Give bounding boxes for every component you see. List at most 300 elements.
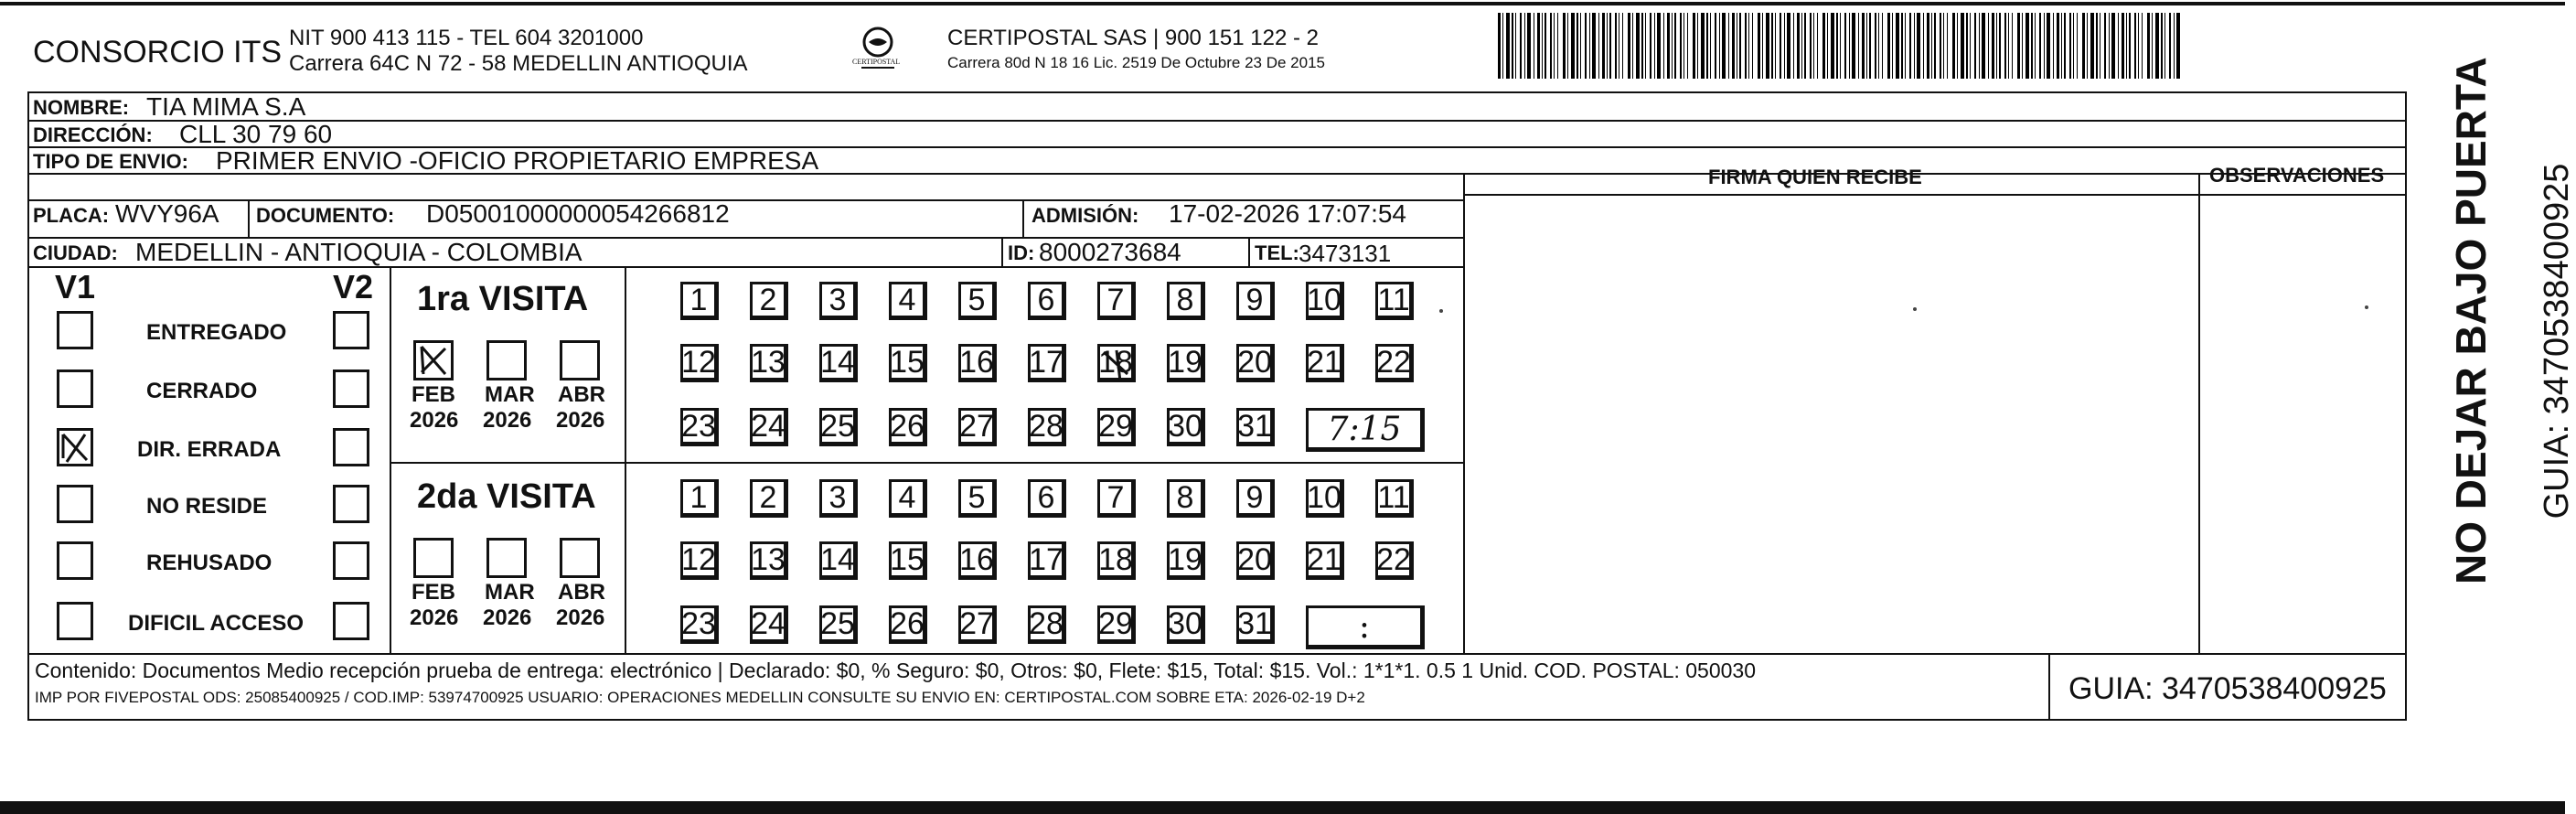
day-box[interactable]: [1097, 344, 1136, 382]
barcode-bar: [2169, 13, 2171, 79]
year-label: 2026: [483, 408, 532, 433]
barcode-bar: [2077, 13, 2078, 79]
v2-checkbox[interactable]: [333, 370, 369, 408]
barcode-bar: [1858, 13, 1859, 79]
barcode-bar: [1869, 13, 1871, 79]
day-number: 5: [967, 479, 986, 515]
direccion-value: CLL 30 79 60: [179, 120, 333, 148]
barcode-bar: [2057, 13, 2059, 79]
day-box[interactable]: [750, 541, 788, 580]
day-box[interactable]: [1306, 344, 1344, 382]
barcode-bar: [1607, 13, 1608, 79]
col-divider: [625, 266, 626, 653]
day-box[interactable]: [1236, 408, 1275, 446]
day-number: 20: [1237, 541, 1272, 577]
day-number: 3: [828, 479, 847, 515]
barcode-bar: [1901, 13, 1903, 79]
day-box[interactable]: [958, 282, 997, 320]
barcode-bar: [1628, 13, 1630, 79]
status-label: NO RESIDE: [146, 494, 268, 519]
form-frame: [27, 91, 2407, 721]
day-box[interactable]: [819, 605, 858, 644]
barcode-bar: [1914, 13, 1915, 79]
day-number: 29: [1098, 605, 1133, 641]
day-number: 12: [681, 541, 716, 577]
barcode-bar: [1752, 13, 1753, 79]
barcode-bar: [1961, 13, 1964, 79]
barcode-bar: [2008, 13, 2009, 79]
side-text: [2423, 57, 2576, 622]
barcode-bar: [1896, 13, 1899, 79]
barcode-bar: [1672, 13, 1673, 79]
barcode-bar: [2061, 13, 2062, 79]
day-box[interactable]: [958, 541, 997, 580]
barcode-bar: [1771, 13, 1773, 79]
day-number: 17: [1029, 344, 1064, 380]
barcode-bar: [1797, 13, 1800, 79]
col-divider: [2198, 173, 2200, 653]
day-box[interactable]: [680, 408, 719, 446]
day-number: 22: [1376, 344, 1411, 380]
status-label: CERRADO: [146, 379, 258, 403]
barcode-bar: [1515, 13, 1516, 79]
day-box[interactable]: [1167, 479, 1205, 518]
day-number: 21: [1307, 541, 1341, 577]
barcode-bar: [1831, 13, 1834, 79]
tel-label: TEL:: [1255, 241, 1299, 264]
day-number: 23: [681, 605, 716, 641]
year-label: 2026: [483, 605, 532, 630]
barcode-bar: [2155, 13, 2159, 79]
time-value: 7:15: [1327, 410, 1402, 448]
v2-checkbox[interactable]: [333, 311, 369, 349]
day-box[interactable]: [1375, 479, 1414, 518]
day-number: 27: [959, 408, 994, 444]
barcode-bar: [1822, 13, 1825, 79]
col-divider: [2048, 653, 2050, 721]
day-box[interactable]: [750, 479, 788, 518]
day-number: 9: [1245, 479, 1264, 515]
year-label: 2026: [556, 605, 605, 630]
barcode-bar: [2035, 13, 2036, 79]
firma-header: FIRMA QUIEN RECIBE: [1708, 166, 1922, 188]
barcode-bar: [1927, 13, 1929, 79]
barcode-bar: [1905, 13, 1906, 79]
barcode-bar: [2026, 13, 2029, 79]
day-number: 15: [890, 541, 925, 577]
barcode-bar: [1615, 13, 1617, 79]
day-number: 10: [1307, 479, 1341, 515]
barcode-bar: [1654, 13, 1655, 79]
barcode-bar: [1862, 13, 1865, 79]
day-box[interactable]: [958, 605, 997, 644]
barcode-bar: [1878, 13, 1879, 79]
barcode-bar: [2096, 13, 2098, 79]
barcode-bar: [1801, 13, 1802, 79]
tipo-envio-label: TIPO DE ENVIO:: [33, 150, 188, 173]
day-number: 13: [751, 344, 786, 380]
barcode-bar: [2073, 13, 2074, 79]
barcode-bar: [1892, 13, 1893, 79]
month-label: FEB: [412, 382, 455, 407]
day-box[interactable]: [750, 344, 788, 382]
barcode-bar: [1589, 13, 1590, 79]
day-box[interactable]: [889, 541, 927, 580]
barcode-bar: [1674, 13, 1676, 79]
barcode-bar: [1554, 13, 1555, 79]
day-number: 7: [1106, 282, 1125, 317]
day-box[interactable]: [1306, 541, 1344, 580]
day-box[interactable]: [750, 408, 788, 446]
day-box[interactable]: [958, 408, 997, 446]
barcode-bar: [1609, 13, 1611, 79]
barcode-bar: [2147, 13, 2150, 79]
time-box[interactable]: [1306, 605, 1425, 649]
barcode-bar: [1758, 13, 1760, 79]
day-box[interactable]: [1375, 541, 1414, 580]
day-box[interactable]: [1097, 605, 1136, 644]
day-box[interactable]: [889, 479, 927, 518]
barcode: [1498, 13, 2178, 79]
barcode-bar: [2044, 13, 2045, 79]
ciudad-value: MEDELLIN - ANTIOQUIA - COLOMBIA: [135, 238, 583, 266]
v2-checkbox[interactable]: [333, 428, 369, 466]
day-number: 18: [1098, 541, 1133, 577]
day-box[interactable]: [1236, 541, 1275, 580]
barcode-bar: [1667, 13, 1670, 79]
day-number: 1: [689, 282, 708, 317]
day-box[interactable]: [958, 479, 997, 518]
barcode-bar: [1728, 13, 1729, 79]
row-divider: [27, 266, 1463, 268]
id-label: ID:: [1008, 241, 1035, 264]
barcode-bar: [1887, 13, 1890, 79]
barcode-bar: [1810, 13, 1812, 79]
day-number: 1: [689, 479, 708, 515]
day-number: 19: [1168, 344, 1202, 380]
barcode-bar: [1687, 13, 1688, 79]
barcode-bar: [1719, 13, 1720, 79]
day-number: 26: [890, 408, 925, 444]
day-number: 6: [1037, 479, 1055, 515]
barcode-bar: [1909, 13, 1911, 79]
day-box[interactable]: [889, 605, 927, 644]
day-box[interactable]: [819, 344, 858, 382]
day-box[interactable]: [1306, 479, 1344, 518]
barcode-bar: [1502, 13, 1503, 79]
barcode-bar: [2176, 13, 2180, 79]
time-box[interactable]: [1306, 408, 1425, 452]
barcode-bar: [1780, 13, 1781, 79]
barcode-bar: [1732, 13, 1735, 79]
barcode-bar: [1787, 13, 1790, 79]
day-box[interactable]: [680, 605, 719, 644]
year-label: 2026: [410, 408, 459, 433]
day-box[interactable]: [1028, 282, 1066, 320]
day-box[interactable]: [889, 282, 927, 320]
no-dejar-bajo-puerta: NO DEJAR BAJO PUERTA: [2447, 57, 2495, 584]
month-label: FEB: [412, 580, 455, 605]
barcode-bar: [1866, 13, 1867, 79]
day-number: 7: [1106, 479, 1125, 515]
row-divider: [27, 120, 2407, 122]
barcode-bar: [1701, 13, 1705, 79]
barcode-bar: [1585, 13, 1587, 79]
v2-label: V2: [333, 268, 374, 305]
status-label: DIFICIL ACCESO: [128, 611, 305, 636]
day-box[interactable]: [1306, 282, 1344, 320]
barcode-bar: [1697, 13, 1698, 79]
day-number: 24: [751, 605, 786, 641]
direccion-label: DIRECCIÓN:: [33, 123, 153, 146]
barcode-bar: [1940, 13, 1941, 79]
day-box[interactable]: [680, 479, 719, 518]
day-number: 31: [1237, 605, 1272, 641]
barcode-bar: [2022, 13, 2023, 79]
barcode-bar: [1934, 13, 1936, 79]
day-number: 26: [890, 605, 925, 641]
day-number: 5: [967, 282, 986, 317]
day-box[interactable]: [1028, 408, 1066, 446]
month-label: MAR: [485, 580, 535, 605]
day-number: 29: [1098, 408, 1133, 444]
barcode-bar: [1957, 13, 1958, 79]
day-box[interactable]: [1167, 344, 1205, 382]
barcode-bar: [1766, 13, 1769, 79]
v2-checkbox[interactable]: [333, 541, 369, 580]
barcode-bar: [1641, 13, 1643, 79]
barcode-bar: [2164, 13, 2165, 79]
day-box[interactable]: [889, 344, 927, 382]
month-checkbox[interactable]: [560, 538, 600, 578]
col-divider: [1001, 237, 1003, 266]
day-number: 4: [898, 282, 916, 317]
v2-checkbox[interactable]: [333, 485, 369, 523]
company-nit: NIT 900 413 115 - TEL 604 3201000: [289, 26, 644, 50]
v1-checkbox[interactable]: [57, 370, 93, 408]
barcode-bar: [2082, 13, 2085, 79]
day-number: 25: [820, 605, 855, 641]
day-box[interactable]: [819, 282, 858, 320]
barcode-bar: [1550, 13, 1552, 79]
company-name: CONSORCIO ITS: [33, 35, 283, 70]
barcode-bar: [1710, 13, 1711, 79]
day-box[interactable]: [819, 408, 858, 446]
v1-checkbox[interactable]: [57, 428, 93, 466]
day-number: 17: [1029, 541, 1064, 577]
day-box[interactable]: [1236, 344, 1275, 382]
day-box[interactable]: [680, 541, 719, 580]
month-checkbox[interactable]: [486, 340, 527, 380]
day-box[interactable]: [1028, 479, 1066, 518]
day-number: 8: [1176, 282, 1194, 317]
handwritten-x-mark: [59, 431, 91, 464]
col-divider: [1022, 199, 1024, 237]
barcode-bar: [2126, 13, 2127, 79]
barcode-bar: [1917, 13, 1920, 79]
barcode-bar: [2129, 13, 2131, 79]
barcode-bar: [1622, 13, 1623, 79]
day-number: 11: [1377, 282, 1410, 317]
barcode-bar: [2138, 13, 2139, 79]
day-box[interactable]: [680, 344, 719, 382]
barcode-bar: [1931, 13, 1932, 79]
v1-checkbox[interactable]: [57, 541, 93, 580]
barcode-bar: [2053, 13, 2054, 79]
barcode-bar: [1844, 13, 1846, 79]
v1-checkbox[interactable]: [57, 311, 93, 349]
day-box[interactable]: [1097, 408, 1136, 446]
barcode-bar: [2039, 13, 2041, 79]
day-number: 2: [759, 282, 777, 317]
barcode-bar: [1650, 13, 1651, 79]
barcode-bar: [1827, 13, 1828, 79]
v1-checkbox[interactable]: [57, 485, 93, 523]
barcode-bar: [2109, 13, 2110, 79]
barcode-bar: [1947, 13, 1948, 79]
day-box[interactable]: [1097, 479, 1136, 518]
barcode-bar: [2111, 13, 2115, 79]
tipo-envio-value: PRIMER ENVIO -OFICIO PROPIETARIO EMPRESA: [216, 146, 819, 175]
barcode-bar: [2152, 13, 2153, 79]
barcode-bar: [1982, 13, 1985, 79]
v1-checkbox[interactable]: [57, 602, 93, 640]
day-number: 30: [1168, 408, 1202, 444]
day-box[interactable]: [1097, 541, 1136, 580]
barcode-bar: [1657, 13, 1661, 79]
nombre-value: TIA MIMA S.A: [146, 92, 306, 121]
barcode-bar: [2012, 13, 2013, 79]
barcode-bar: [1602, 13, 1605, 79]
placa-label: PLACA:: [33, 204, 110, 227]
day-box[interactable]: [1097, 282, 1136, 320]
month-checkbox[interactable]: [486, 538, 527, 578]
v1-label: V1: [55, 268, 96, 305]
col-divider: [1248, 237, 1250, 266]
barcode-bar: [2031, 13, 2033, 79]
month-checkbox[interactable]: [413, 538, 454, 578]
barcode-bar: [1577, 13, 1578, 79]
day-number: 19: [1168, 541, 1202, 577]
barcode-bar: [1748, 13, 1749, 79]
certipostal-logo: [850, 22, 905, 77]
footer-impresion: IMP POR FIVEPOSTAL ODS: 25085400925 / COD.IMP: 53974700925 USUARIO: OPERACIONES MEDELLIN CONSULTE SU ENVIO EN: CERTIPOSTAL.COM SOBRE ETA: 2026-02-19 D+2: [35, 689, 1365, 706]
barcode-bar: [1498, 13, 1501, 79]
day-number: 11: [1377, 479, 1410, 515]
day-number: 20: [1237, 344, 1272, 380]
barcode-bar: [1784, 13, 1785, 79]
day-number: 31: [1237, 408, 1272, 444]
day-box[interactable]: [750, 605, 788, 644]
status-label: REHUSADO: [146, 551, 273, 575]
day-number: 4: [898, 479, 916, 515]
month-checkbox[interactable]: [413, 340, 454, 380]
barcode-bar: [2104, 13, 2106, 79]
day-number: 30: [1168, 605, 1202, 641]
barcode-bar: [1979, 13, 1980, 79]
barcode-bar: [1592, 13, 1596, 79]
v2-checkbox[interactable]: [333, 602, 369, 640]
time-value: :: [1358, 607, 1371, 646]
barcode-bar: [2118, 13, 2119, 79]
mark-dot: [1439, 309, 1443, 313]
month-checkbox[interactable]: [560, 340, 600, 380]
day-box[interactable]: [1167, 541, 1205, 580]
day-number: 14: [820, 344, 855, 380]
bottom-band: [0, 801, 2565, 814]
col-divider: [390, 266, 391, 653]
tel-value: 3473131: [1299, 240, 1392, 267]
day-box[interactable]: [1167, 408, 1205, 446]
day-box[interactable]: [1236, 605, 1275, 644]
logo-caption: CERTIPOSTAL: [852, 58, 901, 66]
day-box[interactable]: [889, 408, 927, 446]
barcode-bar: [2069, 13, 2071, 79]
admision-label: ADMISIÓN:: [1031, 204, 1139, 227]
barcode-bar: [1966, 13, 1968, 79]
barcode-bar: [1524, 13, 1525, 79]
barcode-bar: [1992, 13, 1994, 79]
barcode-bar: [1557, 13, 1558, 79]
day-box[interactable]: [1028, 605, 1066, 644]
barcode-bar: [2174, 13, 2175, 79]
day-box[interactable]: [1167, 282, 1205, 320]
barcode-bar: [1512, 13, 1513, 79]
day-box[interactable]: [1167, 605, 1205, 644]
day-box[interactable]: [819, 479, 858, 518]
barcode-bar: [1715, 13, 1716, 79]
barcode-bar: [1775, 13, 1776, 79]
year-label: 2026: [410, 605, 459, 630]
day-number: 12: [681, 344, 716, 380]
barcode-bar: [1943, 13, 1944, 79]
barcode-bar: [2064, 13, 2066, 79]
mark-dot: [2365, 305, 2368, 309]
day-box[interactable]: [1028, 344, 1066, 382]
barcode-bar: [1793, 13, 1794, 79]
barcode-bar: [1636, 13, 1640, 79]
day-number: 18: [1098, 344, 1133, 380]
barcode-bar: [2087, 13, 2088, 79]
day-box[interactable]: [819, 541, 858, 580]
visit-title: 2da VISITA: [417, 477, 596, 516]
barcode-bar: [1542, 13, 1543, 79]
day-number: 8: [1176, 479, 1194, 515]
day-box[interactable]: [1236, 479, 1275, 518]
barcode-bar: [1571, 13, 1575, 79]
barcode-bar: [1632, 13, 1633, 79]
barcode-bar: [1852, 13, 1855, 79]
barcode-bar: [1988, 13, 1989, 79]
barcode-bar: [1663, 13, 1664, 79]
day-box[interactable]: [1375, 282, 1414, 320]
id-value: 8000273684: [1039, 238, 1181, 266]
barcode-bar: [1804, 13, 1806, 79]
nombre-label: NOMBRE:: [33, 96, 130, 119]
documento-value: D05001000000054266812: [426, 199, 730, 228]
day-box[interactable]: [1375, 344, 1414, 382]
day-number: 15: [890, 344, 925, 380]
month-label: ABR: [558, 382, 605, 407]
day-box[interactable]: [1028, 541, 1066, 580]
company-address: Carrera 64C N 72 - 58 MEDELLIN ANTIOQUIA: [289, 51, 748, 76]
day-box[interactable]: [750, 282, 788, 320]
day-box[interactable]: [680, 282, 719, 320]
barcode-bar: [1999, 13, 2001, 79]
day-box[interactable]: [1236, 282, 1275, 320]
admision-value: 17-02-2026 17:07:54: [1169, 199, 1406, 228]
day-box[interactable]: [958, 344, 997, 382]
